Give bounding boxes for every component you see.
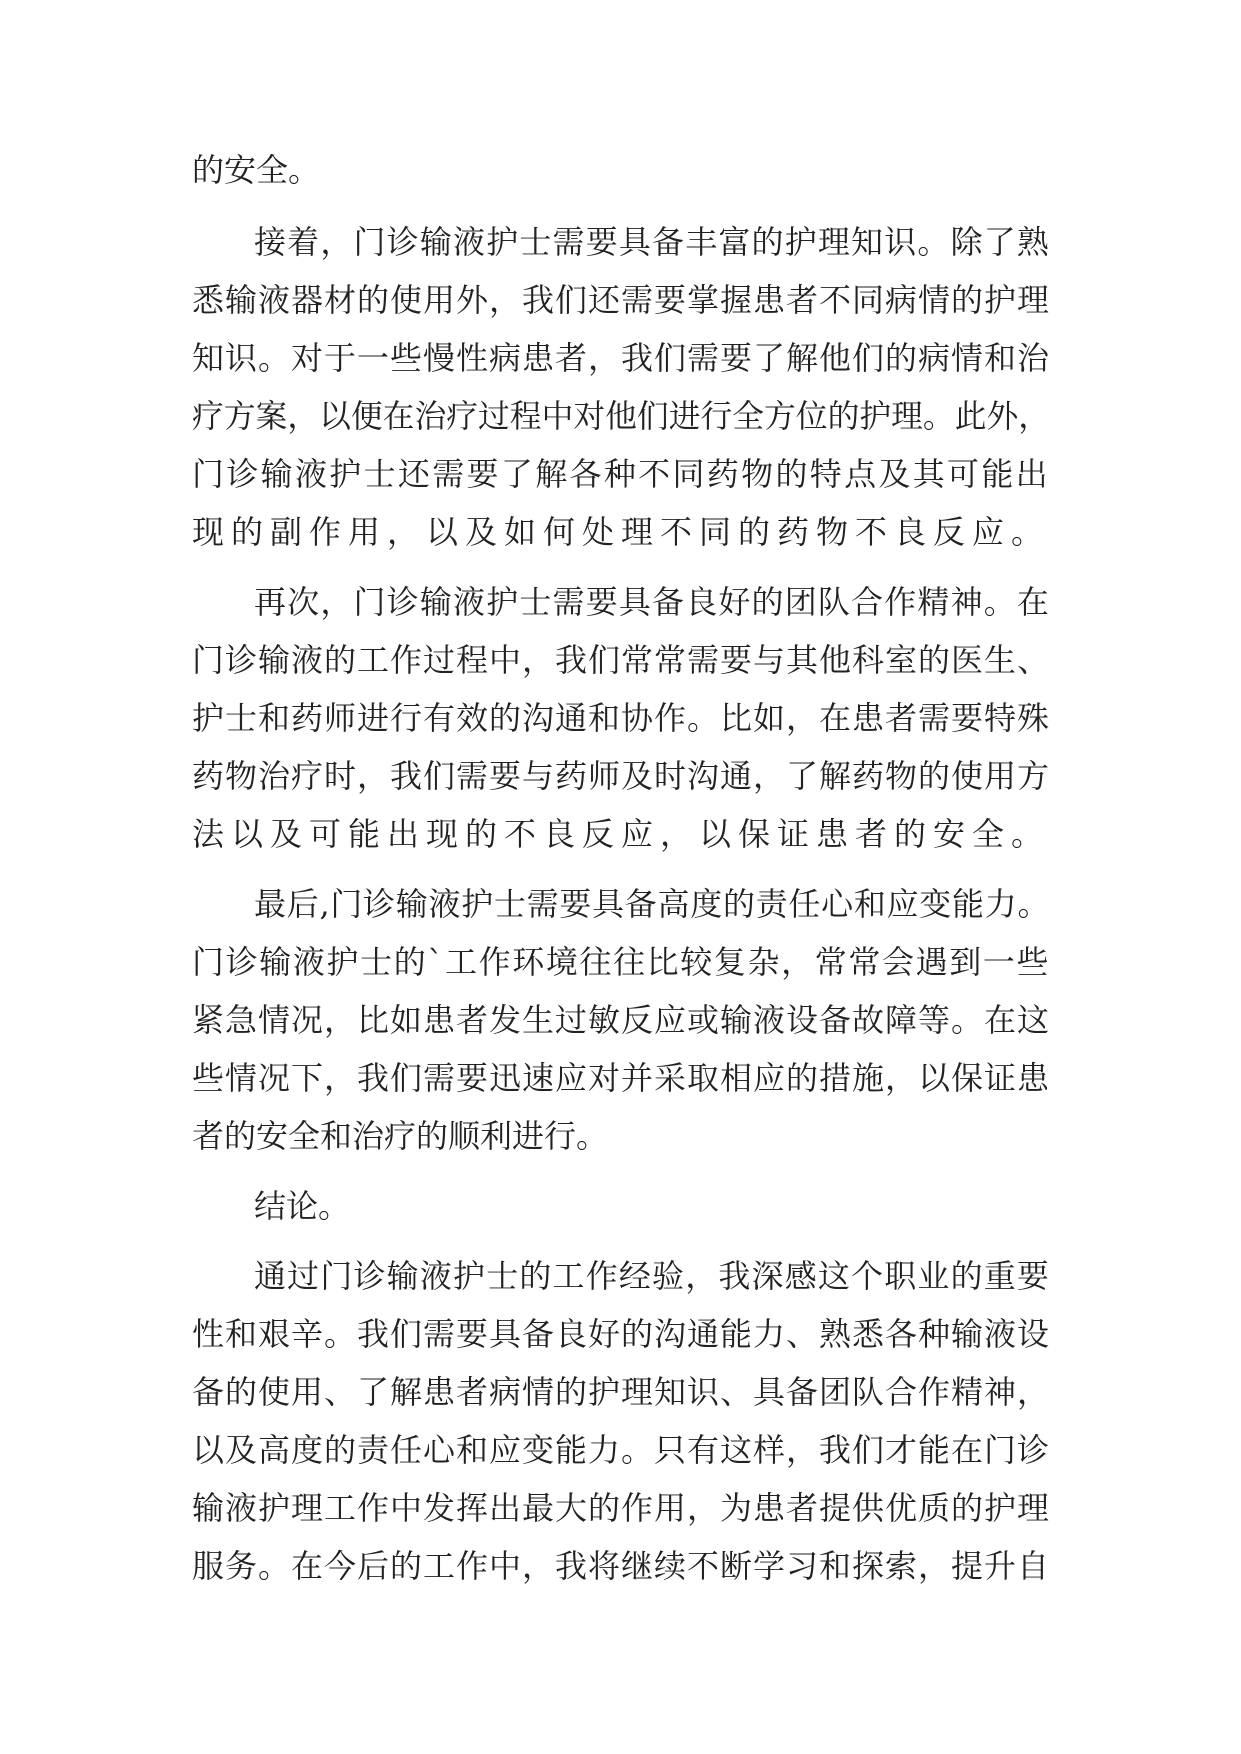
text-line: 护士和药师进行有效的沟通和协作。比如，在患者需要特殊 <box>192 699 1051 737</box>
paragraph-start-line: 通过门诊输液护士的工作经验，我深感这个职业的重要 <box>254 1257 1051 1295</box>
text-line: 者的安全和治疗的顺利进行。 <box>192 1117 609 1155</box>
text-line: 法以及可能出现的不良反应，以保证患者的安全。 <box>192 815 1051 853</box>
text-line: 悉输液器材的使用外，我们还需要掌握患者不同病情的护理 <box>192 281 1051 319</box>
text-line: 现的副作用，以及如何处理不同的药物不良反应。 <box>192 513 1051 551</box>
text-line: 门诊输液护士的`工作环境往往比较复杂，常常会遇到一些 <box>192 943 1051 981</box>
text-line: 的安全。 <box>192 151 321 189</box>
paragraph-start-line: 接着，门诊输液护士需要具备丰富的护理知识。除了熟 <box>254 223 1051 261</box>
text-line: 输液护理工作中发挥出最大的作用，为患者提供优质的护理 <box>192 1489 1051 1527</box>
text-line: 以及高度的责任心和应变能力。只有这样，我们才能在门诊 <box>192 1431 1051 1469</box>
text-line: 疗方案，以便在治疗过程中对他们进行全方位的护理。此外， <box>192 397 1051 435</box>
text-line: 门诊输液的工作过程中，我们常常需要与其他科室的医生、 <box>192 641 1051 679</box>
text-line: 知识。对于一些慢性病患者，我们需要了解他们的病情和治 <box>192 339 1051 377</box>
text-line: 备的使用、了解患者病情的护理知识、具备团队合作精神， <box>192 1373 1051 1411</box>
paragraph-start-line: 再次，门诊输液护士需要具备良好的团队合作精神。在 <box>254 583 1051 621</box>
section-heading: 结论。 <box>254 1187 351 1225</box>
text-line: 药物治疗时，我们需要与药师及时沟通，了解药物的使用方 <box>192 757 1051 795</box>
text-line: 紧急情况，比如患者发生过敏反应或输液设备故障等。在这 <box>192 1001 1051 1039</box>
paragraph-start-line: 最后,门诊输液护士需要具备高度的责任心和应变能力。 <box>254 885 1051 923</box>
text-line: 门诊输液护士还需要了解各种不同药物的特点及其可能出 <box>192 455 1051 493</box>
text-line: 服务。在今后的工作中，我将继续不断学习和探索，提升自 <box>192 1547 1051 1585</box>
text-line: 些情况下，我们需要迅速应对并采取相应的措施，以保证患 <box>192 1059 1051 1097</box>
text-line: 性和艰辛。我们需要具备良好的沟通能力、熟悉各种输液设 <box>192 1315 1051 1353</box>
